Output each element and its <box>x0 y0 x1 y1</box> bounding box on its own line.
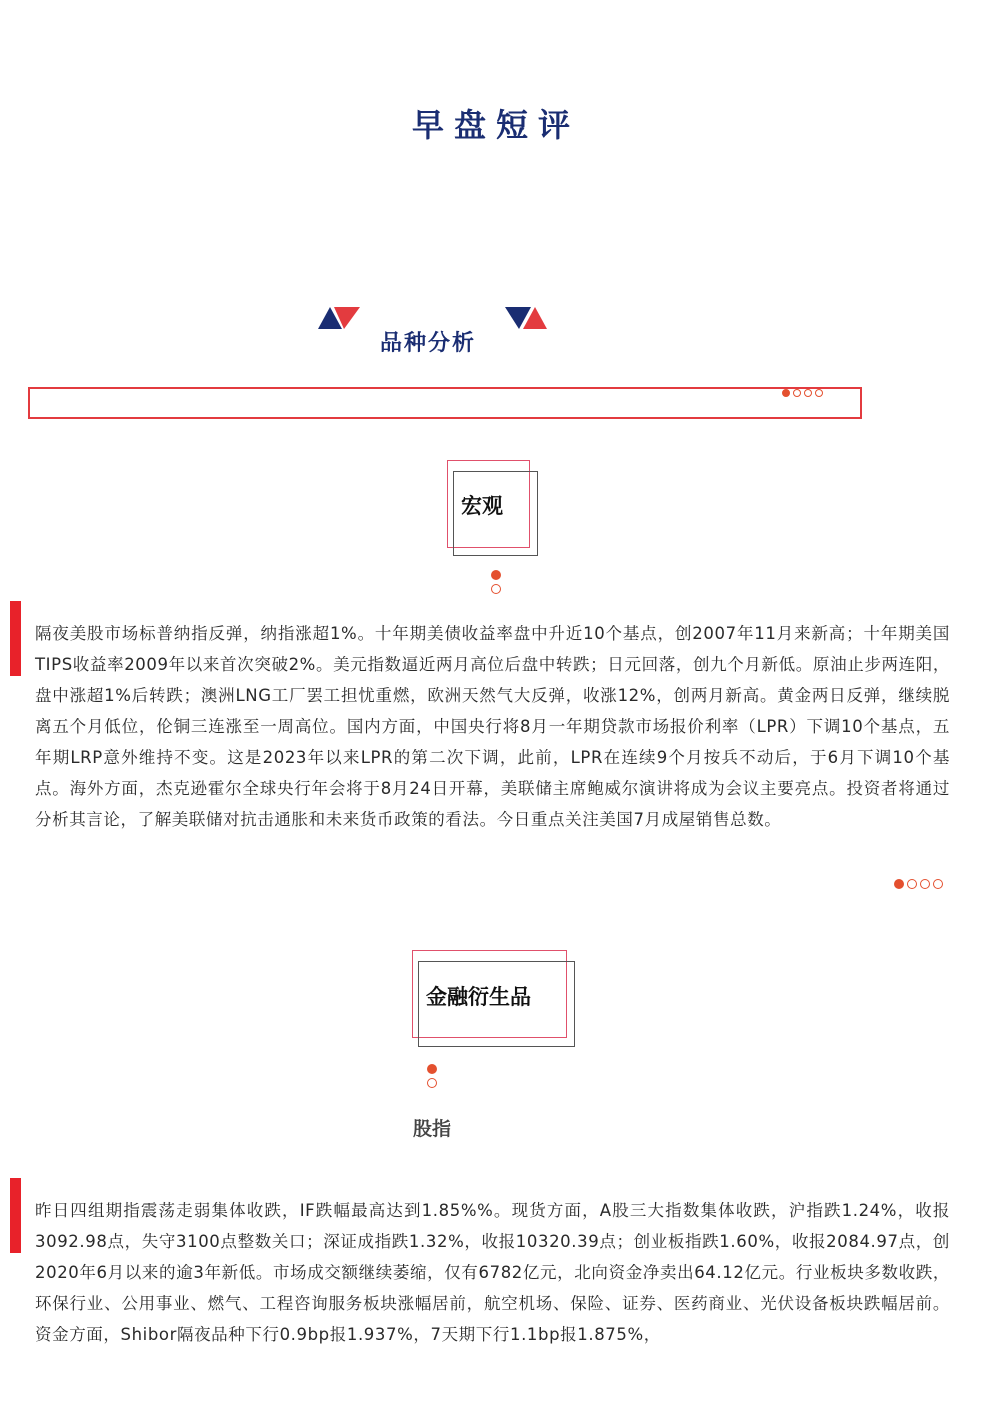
paragraph-marker <box>10 1178 21 1253</box>
section-divider-bar <box>28 387 862 419</box>
dots-indicator <box>894 879 943 889</box>
triangle-right-icon <box>505 307 549 329</box>
derivatives-paragraph: 昨日四组期指震荡走弱集体收跌，IF跌幅最高达到1.85%%。现货方面，A股三大指数集体收跌，沪指跌1.24%，收报3092.98点，失守3100点整数关口；深证成指跌1.32%，收报10320.39点；创业板指跌1.60%，收报2084.97点，创2020年6月以来的逾3年新低。市场成交额继续萎缩，仅有6782亿元，北向资金净卖出64.12亿元。行业板块多数收跌，环保行业、公用事业、燃气、工程咨询服务板块涨幅居前，航空机场、保险、证券、医药商业、光伏设备板块跌幅居前。资金方面，Shibor隔夜品种下行0.9bp报1.937%，7天期下行1.1bp报1.875%， <box>35 1201 950 1344</box>
dots-indicator <box>782 389 823 397</box>
paragraph-marker <box>10 601 21 676</box>
connector-dots <box>491 570 501 594</box>
dot-icon <box>793 389 801 397</box>
index-futures-subtitle: 股指 <box>413 1118 452 1140</box>
dot-icon <box>782 389 790 397</box>
dot-icon <box>894 879 904 889</box>
dot-icon <box>815 389 823 397</box>
macro-paragraph: 隔夜美股市场标普纳指反弹，纳指涨超1%。十年期美债收益率盘中升近10个基点，创2007年11月来新高；十年期美国TIPS收益率2009年以来首次突破2%。美元指数逼近两月高位后盘中转跌；日元回落，创九个月新低。原油止步两连阳，盘中涨超1%后转跌；澳洲LNG工厂罢工担忧重燃，欧洲天然气大反弹，收涨12%，创两月新高。黄金两日反弹，继续脱离五个月低位，伦铜三连涨至一周高位。国内方面，中国央行将8月一年期贷款市场报价利率（LPR）下调10个基点，五年期LRP意外维持不变。这是2023年以来LPR的第二次下调，此前，LPR在连续9个月按兵不动后，于6月下调10个基点。海外方面，杰克逊霍尔全球央行年会将于8月24日开幕，美联储主席鲍威尔演讲将成为会议主要亮点。投资者将通过分析其言论，了解美联储对抗击通胀和未来货币政策的看法。今日重点关注美国7月成屋销售总数。 <box>35 624 950 829</box>
derivatives-label: 金融衍生品 <box>426 985 531 1009</box>
dot-icon <box>920 879 930 889</box>
triangle-left-icon <box>318 307 362 329</box>
page-title: 早盘短评 <box>411 106 580 144</box>
dot-icon <box>933 879 943 889</box>
macro-label: 宏观 <box>461 494 503 518</box>
dot-icon <box>804 389 812 397</box>
dot-icon <box>907 879 917 889</box>
section-title: 品种分析 <box>380 331 477 356</box>
connector-dots <box>427 1064 437 1088</box>
